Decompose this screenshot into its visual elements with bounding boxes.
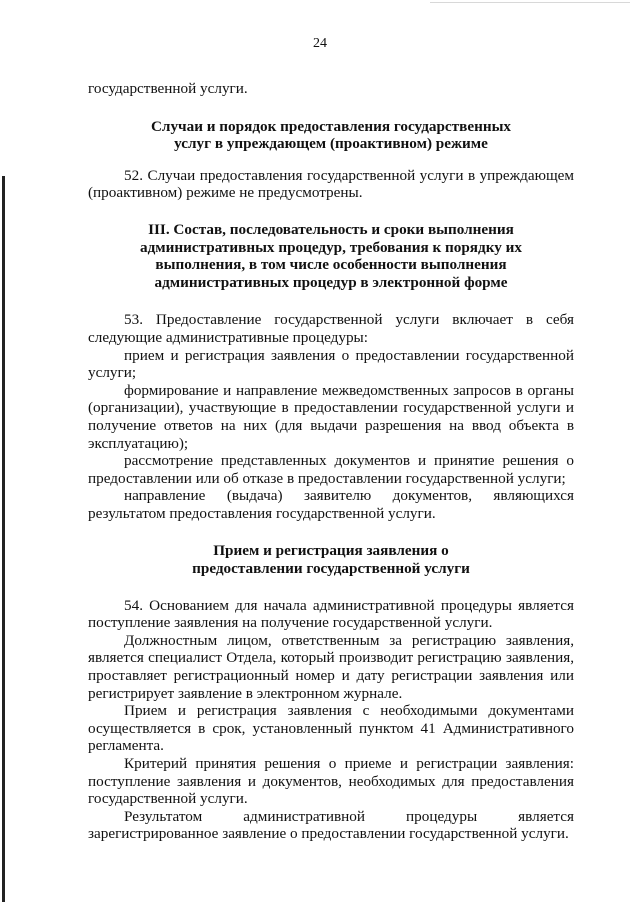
paragraph-54: 54. Основанием для начала административной процедуры является поступление заявления на получение государственной услуги. — [88, 596, 574, 632]
section-heading-proactive: Случаи и порядок предоставления государственных услуг в упреждающем (проактивном) режиме — [150, 117, 512, 153]
procedure-item-1: прием и регистрация заявления о предоставлении государственной услуги; — [88, 346, 574, 382]
procedure-item-4: направление (выдача) заявителю документов, являющихся результатом предоставления государственной услуги. — [88, 487, 574, 522]
paragraph-criterion: Критерий принятия решения о приеме и регистрации заявления: поступление заявления и документов, необходимых для предоставления государственной услуги. — [88, 755, 574, 808]
paragraph-deadline: Прием и регистрация заявления с необходимыми документами осуществляется в срок, установленный пунктом 41 Административного регламента. — [88, 702, 574, 755]
page-number: 24 — [313, 36, 327, 51]
section-heading-reception: Прием и регистрация заявления о предоставлении государственной услуги — [192, 542, 470, 578]
paragraph-responsible: Должностным лицом, ответственным за регистрацию заявления, является специалист Отдела, который производит регистрацию заявления, проставляет регистрационный номер и дату регистрации заявления или регистрирует заявление в электронном журнале. — [88, 631, 574, 702]
paragraph-52: 52. Случаи предоставления государственной услуги в упреждающем (проактивном) режиме не предусмотрены. — [88, 166, 574, 202]
procedure-item-3: рассмотрение представленных документов и принятие решения о предоставлении или об отказе в предоставлении государственной услуги; — [88, 452, 574, 487]
procedure-item-2: формирование и направление межведомственных запросов в органы (организации), участвующие в предоставлении государственной услуги и получение ответов на них (для выдачи разрешения на ввод объекта в эксплуатацию); — [88, 381, 574, 452]
paragraph-continuation: государственной услуги. — [88, 80, 248, 97]
paragraph-53: 53. Предоставление государственной услуги включает в себя следующие административные процедуры: — [88, 311, 574, 346]
paragraph-result: Результатом административной процедуры является зарегистрированное заявление о предоставлении государственной услуги. — [88, 807, 574, 843]
section-heading-iii: III. Состав, последовательность и сроки выполнения административных процедур, требования к порядку их выполнения, в том числе особенности выполнения административных процедур в электронной форме — [140, 220, 522, 291]
scan-artifact-line — [430, 2, 630, 3]
scan-artifact-bar — [2, 176, 5, 902]
document-body — [88, 80, 574, 843]
